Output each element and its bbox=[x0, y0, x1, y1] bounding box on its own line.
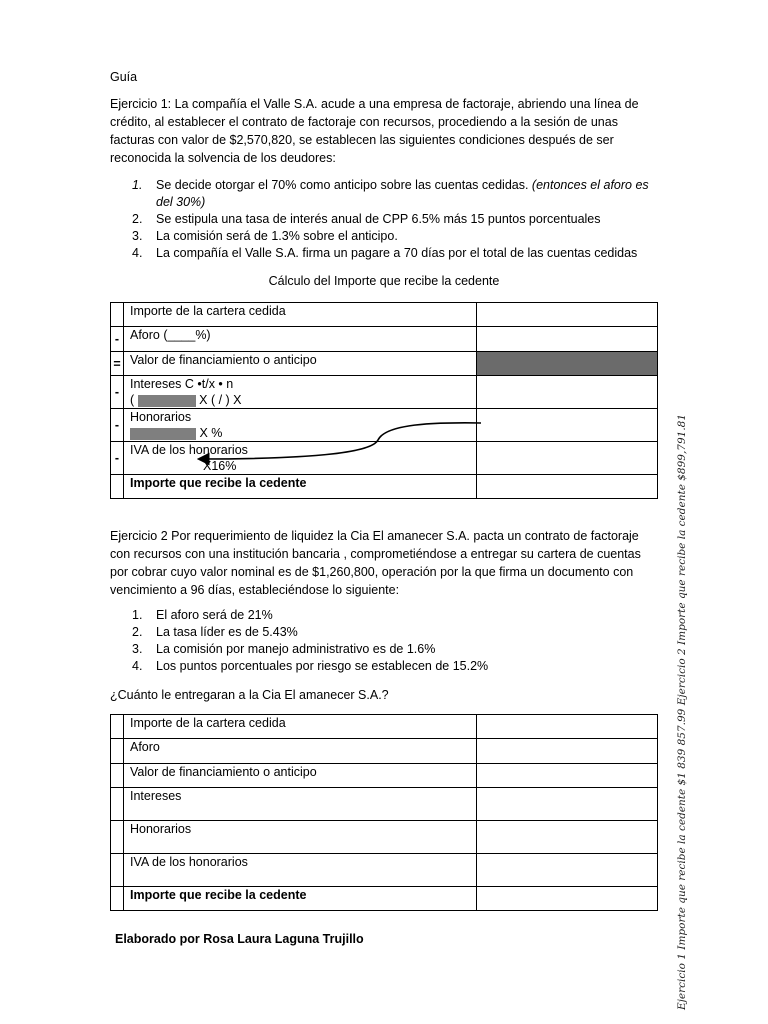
row-label: Importe que recibe la cedente bbox=[124, 475, 477, 499]
formula-text: X16% bbox=[203, 459, 237, 473]
list-number: 2. bbox=[132, 212, 143, 226]
list-text: La tasa líder es de 5.43% bbox=[156, 625, 298, 639]
row-label: Intereses C •t/x • n bbox=[130, 377, 234, 391]
row-value-cell[interactable] bbox=[477, 715, 658, 739]
row-value-cell[interactable] bbox=[477, 821, 658, 854]
table-row bbox=[111, 352, 658, 376]
exercise2-intro: Ejercicio 2 Por requerimiento de liquidez la Cia El amanecer S.A. pacta un contrato de factoraje con recursos con una institución bancaria , comprometiéndose a entregar su cartera de cuentas por cobrar cuyo valor nominal es de $1,260,800, operación por la que firma un documento con vencimiento a 96 días, estableciéndose lo siguiente: bbox=[110, 529, 641, 597]
table-row bbox=[111, 764, 658, 788]
list-number: 2. bbox=[132, 625, 143, 639]
row-sign bbox=[111, 303, 124, 327]
formula-text: X % bbox=[199, 426, 223, 440]
row-sign: - bbox=[111, 409, 124, 442]
table-row bbox=[111, 475, 658, 499]
formula-text: X ( / ) X bbox=[199, 393, 242, 407]
exercise1-intro: Ejercicio 1: La compañía el Valle S.A. acude a una empresa de factoraje, abriendo una línea de crédito, al establecer el contrato de factoraje con recursos, procediendo a la sesión de unas facturas con valor de $2,570,820, se establecen las siguientes condiciones después de ser reconocida la solvencia de los deudores: bbox=[110, 97, 639, 165]
row-value-cell[interactable] bbox=[477, 303, 658, 327]
list-number: 1. bbox=[132, 178, 143, 192]
list-number: 4. bbox=[132, 246, 143, 260]
table-row bbox=[111, 887, 658, 911]
redacted-value bbox=[138, 395, 196, 407]
author-credit: Elaborado por Rosa Laura Laguna Trujillo bbox=[115, 932, 364, 946]
row-value-cell[interactable] bbox=[477, 442, 658, 475]
list-item bbox=[110, 624, 660, 641]
table-row bbox=[111, 409, 658, 442]
row-value-cell[interactable] bbox=[477, 854, 658, 887]
calculation-table-1 bbox=[110, 302, 658, 499]
row-label-cell bbox=[124, 376, 477, 409]
row-label: Honorarios bbox=[124, 821, 477, 854]
list-item bbox=[110, 641, 660, 658]
row-label: Aforo bbox=[124, 739, 477, 764]
table1-title: Cálculo del Importe que recibe la cedente bbox=[268, 274, 500, 288]
row-sign: = bbox=[111, 352, 124, 376]
exercise2-conditions bbox=[110, 607, 660, 675]
exercise1-conditions bbox=[110, 177, 660, 262]
list-number: 3. bbox=[132, 229, 143, 243]
list-number: 3. bbox=[132, 642, 143, 656]
list-text: Se decide otorgar el 70% como anticipo sobre las cuentas cedidas. bbox=[156, 178, 532, 192]
table-row bbox=[111, 376, 658, 409]
row-value-cell[interactable] bbox=[477, 409, 658, 442]
table-row bbox=[111, 821, 658, 854]
row-label: Importe que recibe la cedente bbox=[124, 887, 477, 911]
list-item bbox=[110, 211, 660, 228]
row-label: Valor de financiamiento o anticipo bbox=[124, 764, 477, 788]
list-text: La comisión será de 1.3% sobre el anticipo. bbox=[156, 229, 398, 243]
row-label-cell bbox=[124, 409, 477, 442]
row-sign bbox=[111, 764, 124, 788]
list-text: La compañía el Valle S.A. firma un pagare a 70 días por el total de las cuentas cedidas bbox=[156, 246, 638, 260]
row-value-cell[interactable] bbox=[477, 739, 658, 764]
table-row bbox=[111, 715, 658, 739]
row-sign bbox=[111, 475, 124, 499]
table-row bbox=[111, 327, 658, 352]
handwritten-margin-note: Ejercicio 1 Importe que recibe la cedente $1 839 857.99 Ejercicio 2 Importe que recibe la cedente $899,791.81 bbox=[676, 413, 688, 1010]
exercise2-question: ¿Cuánto le entregaran a la Cia El amanecer S.A.? bbox=[110, 688, 389, 702]
list-note: (entonces el aforo es del 30%) bbox=[156, 178, 649, 209]
row-label: Intereses bbox=[124, 788, 477, 821]
list-text: La comisión por manejo administrativo es de 1.6% bbox=[156, 642, 436, 656]
row-value-cell[interactable] bbox=[477, 327, 658, 352]
row-label: IVA de los honorarios bbox=[124, 854, 477, 887]
formula-paren: ( bbox=[130, 393, 135, 407]
shaded-value-cell bbox=[477, 352, 658, 376]
table-row bbox=[111, 303, 658, 327]
list-item bbox=[110, 177, 660, 211]
list-text: Se estipula una tasa de interés anual de CPP 6.5% más 15 puntos porcentuales bbox=[156, 212, 601, 226]
row-value-cell[interactable] bbox=[477, 376, 658, 409]
row-label: Aforo (____%) bbox=[124, 327, 477, 352]
row-sign bbox=[111, 887, 124, 911]
list-text: Los puntos porcentuales por riesgo se establecen de 15.2% bbox=[156, 659, 489, 673]
list-item bbox=[110, 245, 660, 262]
row-value-cell[interactable] bbox=[477, 788, 658, 821]
row-label: Honorarios bbox=[130, 410, 192, 424]
row-value-cell[interactable] bbox=[477, 475, 658, 499]
list-item bbox=[110, 228, 660, 245]
row-value-cell[interactable] bbox=[477, 764, 658, 788]
guide-title: Guía bbox=[110, 70, 138, 84]
row-label-cell bbox=[124, 442, 477, 475]
redacted-value bbox=[130, 428, 196, 440]
row-sign: - bbox=[111, 376, 124, 409]
row-value-cell[interactable] bbox=[477, 887, 658, 911]
formula-line bbox=[130, 392, 470, 408]
table-row bbox=[111, 442, 658, 475]
table-row bbox=[111, 788, 658, 821]
row-sign bbox=[111, 739, 124, 764]
list-number: 1. bbox=[132, 608, 143, 622]
row-label: IVA de los honorarios bbox=[130, 443, 248, 457]
row-label: Valor de financiamiento o anticipo bbox=[124, 352, 477, 376]
list-number: 4. bbox=[132, 659, 143, 673]
row-sign bbox=[111, 821, 124, 854]
calculation-table-2 bbox=[110, 714, 658, 911]
row-sign bbox=[111, 788, 124, 821]
list-item bbox=[110, 607, 660, 624]
row-sign: - bbox=[111, 442, 124, 475]
row-sign: - bbox=[111, 327, 124, 352]
table-row bbox=[111, 739, 658, 764]
formula-line bbox=[130, 425, 470, 441]
table-row bbox=[111, 854, 658, 887]
row-label: Importe de la cartera cedida bbox=[124, 303, 477, 327]
row-sign bbox=[111, 715, 124, 739]
list-text: El aforo será de 21% bbox=[156, 608, 273, 622]
row-label: Importe de la cartera cedida bbox=[124, 715, 477, 739]
row-sign bbox=[111, 854, 124, 887]
list-item bbox=[110, 658, 660, 675]
